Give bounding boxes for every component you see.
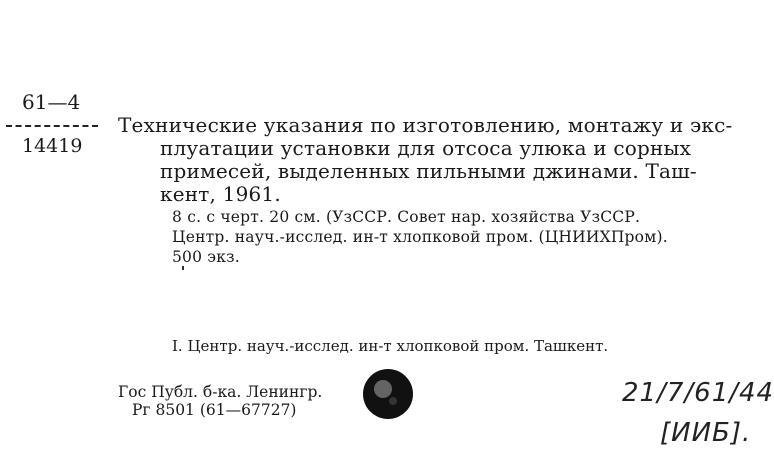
tracing-entry: I. Центр. науч.-исслед. ин-т хлопковой пром. Ташкент. <box>172 337 609 355</box>
title-line-3: примесей, выделенных пильными джинами. Таш- <box>160 159 697 183</box>
library-stamp-line-1: Гос Публ. б-ка. Ленингр. <box>118 383 323 401</box>
description-line-1: 8 с. с черт. 20 см. (УзССР. Совет нар. хозяйства УзССР. <box>172 208 641 226</box>
handwritten-number: 21/7/61/44 <box>622 378 774 408</box>
description-line-3: 500 экз. <box>172 248 240 266</box>
description-line-2: Центр. науч.-исслед. ин-т хлопковой пром. (ЦНИИХПром). <box>172 228 668 246</box>
library-stamp-line-2: Рг 8501 (61—67727) <box>132 401 297 419</box>
call-number-top: 61—4 <box>22 90 81 114</box>
ink-speck <box>182 266 184 270</box>
handwritten-note: [ИИБ]. <box>660 418 752 448</box>
round-ink-stamp <box>362 368 414 420</box>
title-line-4: кент, 1961. <box>160 182 281 206</box>
call-number-divider <box>6 125 98 127</box>
title-line-2: плуатации установки для отсоса улюка и сорных <box>160 136 692 160</box>
title-line-1: Технические указания по изготовлению, монтажу и экс- <box>118 113 733 137</box>
call-number-bottom: 14419 <box>22 135 83 157</box>
